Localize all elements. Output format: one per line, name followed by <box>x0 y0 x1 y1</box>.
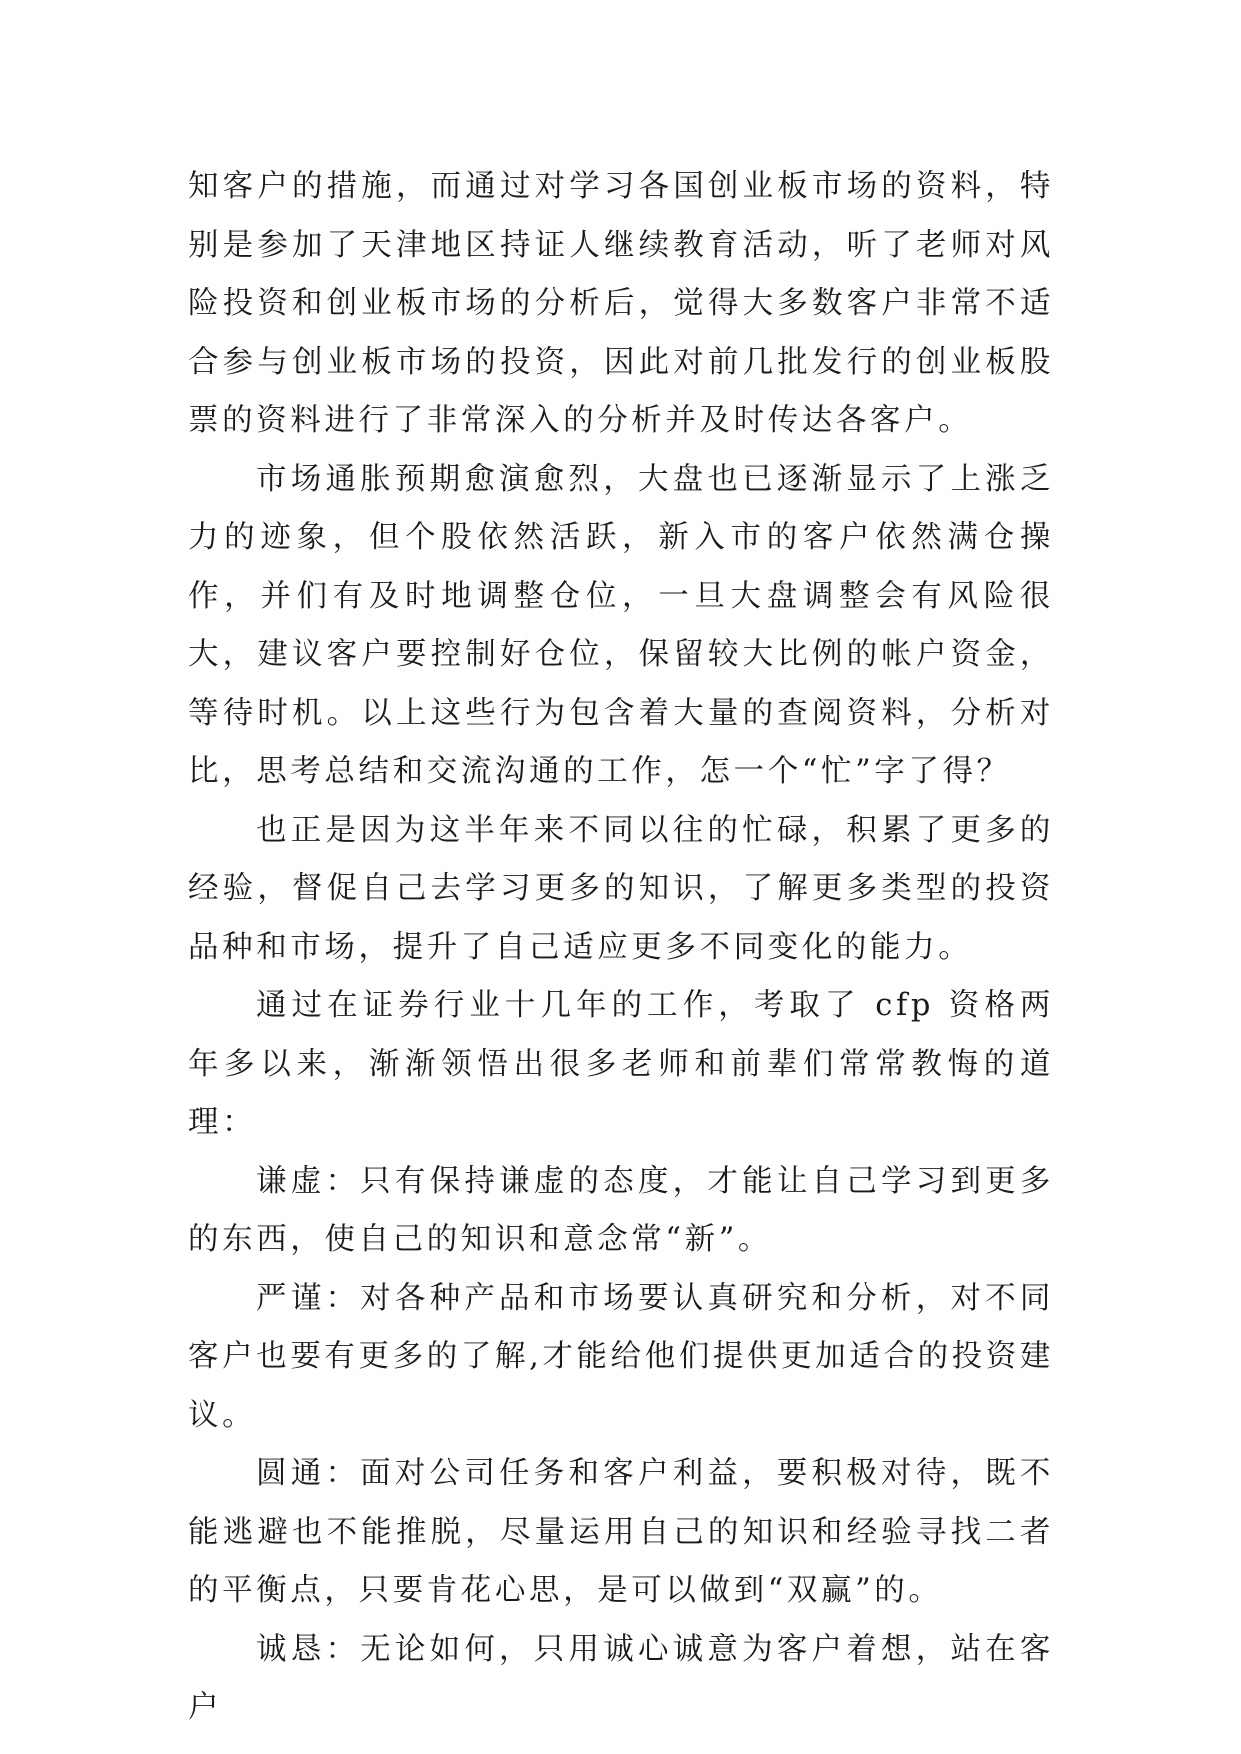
paragraph-client-measures: 知客户的措施，而通过对学习各国创业板市场的资料，特别是参加了天津地区持证人继续教育活动，听了老师对风险投资和创业板市场的分析后，觉得大多数客户非常不适合参与创业板市场的投资，因此对前几批发行的创业板股票的资料进行了非常深入的分析并及时传达各客户。 <box>188 169 1054 438</box>
paragraph-modesty: 谦虚：只有保持谦虚的态度，才能让自己学习到更多的东西，使自己的知识和意念常“新”。 <box>188 1163 1054 1257</box>
paragraph-industry-experience: 通过在证券行业十几年的工作，考取了 cfp 资格两年多以来，渐渐领悟出很多老师和前辈们常常教悔的道理： <box>188 988 1054 1140</box>
paragraph-sincerity: 诚恳：无论如何，只用诚心诚意为客户着想，站在客户 <box>188 1631 1054 1725</box>
document-body <box>188 158 1054 1738</box>
paragraph-market-inflation: 市场通胀预期愈演愈烈，大盘也已逐渐显示了上涨乏力的迹象，但个股依然活跃，新入市的客户依然满仓操作，并们有及时地调整仓位，一旦大盘调整会有风险很大，建议客户要控制好仓位，保留较大比例的帐户资金，等待时机。以上这些行为包含着大量的查阅资料，分析对比，思考总结和交流沟通的工作，怎一个“忙”字了得？ <box>188 461 1054 789</box>
paragraph-rigor: 严谨：对各种产品和市场要认真研究和分析，对不同客户也要有更多的了解,才能给他们提供更加适合的投资建议。 <box>188 1280 1054 1433</box>
paragraph-half-year-busy: 也正是因为这半年来不同以往的忙碌，积累了更多的经验，督促自己去学习更多的知识，了解更多类型的投资品种和市场，提升了自己适应更多不同变化的能力。 <box>188 812 1054 965</box>
paragraph-flexibility: 圆通：面对公司任务和客户利益，要积极对待，既不能逃避也不能推脱，尽量运用自己的知识和经验寻找二者的平衡点，只要肯花心思，是可以做到“双赢”的。 <box>188 1456 1054 1608</box>
